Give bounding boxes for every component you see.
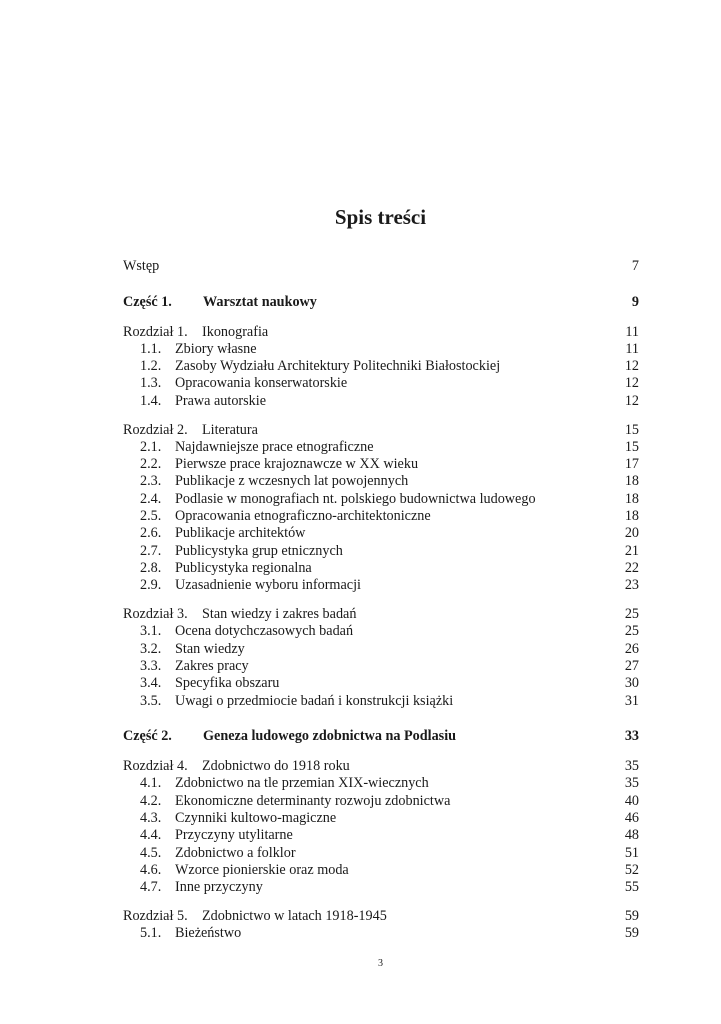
- toc-section[interactable]: [123, 525, 639, 542]
- toc-section-number: 4.6.: [140, 861, 162, 878]
- toc-section-number: 2.5.: [140, 508, 162, 525]
- toc-section-number: 4.1.: [140, 775, 162, 792]
- toc-part-label: Warsztat naukowy: [203, 293, 317, 310]
- toc-page-number: 21: [624, 542, 639, 559]
- toc-section-label: Uwagi o przedmiocie badań i konstrukcji książki: [175, 692, 454, 709]
- toc-page-number: 35: [624, 775, 639, 792]
- toc-section-number: 4.7.: [140, 879, 162, 896]
- toc-entry-label: Wstęp: [123, 258, 160, 274]
- toc-section[interactable]: [123, 577, 639, 594]
- toc-section[interactable]: [123, 439, 639, 456]
- toc-section[interactable]: [123, 341, 639, 358]
- toc-section[interactable]: [123, 358, 639, 375]
- toc-section-label: Najdawniejsze prace etnograficzne: [175, 438, 374, 455]
- toc-section[interactable]: [123, 827, 639, 844]
- toc-section-label: Zakres pracy: [175, 657, 249, 674]
- toc-section-number: 2.4.: [140, 490, 162, 507]
- toc-chapter-number: Rozdział 2.: [123, 421, 188, 438]
- toc-section-label: Specyfika obszaru: [175, 675, 280, 692]
- toc-section[interactable]: [123, 560, 639, 577]
- toc-chapter-number: Rozdział 1.: [123, 323, 188, 340]
- toc-section-label: Ocena dotychczasowych badań: [175, 623, 354, 640]
- toc-section[interactable]: [123, 810, 639, 827]
- page-title: Spis treści: [334, 205, 427, 229]
- toc-page-number: 18: [624, 473, 639, 490]
- toc-section-label: Zdobnictwo na tle przemian XIX-wiecznych: [175, 775, 429, 792]
- toc-section-label: Zasoby Wydziału Architektury Politechniki Białostockiej: [175, 358, 501, 375]
- toc-part-number: Część 1.: [123, 293, 172, 310]
- toc-section-label: Inne przyczyny: [175, 879, 263, 896]
- toc-chapter-label: Zdobnictwo do 1918 roku: [202, 758, 350, 775]
- toc-chapter-number: Rozdział 3.: [123, 606, 188, 623]
- toc-page-number: 27: [624, 657, 639, 674]
- toc-page-number: 23: [624, 577, 639, 594]
- toc-section[interactable]: [123, 793, 639, 810]
- toc-section-label: Publikacje z wczesnych lat powojennych: [175, 473, 409, 490]
- toc-page-number: 25: [624, 606, 639, 623]
- toc-page-number: 22: [624, 559, 639, 576]
- toc-part-2[interactable]: [123, 728, 639, 745]
- toc-section-number: 3.5.: [140, 692, 162, 709]
- toc-chapter-2[interactable]: [123, 422, 639, 439]
- toc-section-label: Prawa autorskie: [175, 392, 267, 409]
- toc-section[interactable]: [123, 775, 639, 792]
- toc-page-number: 15: [624, 421, 639, 438]
- toc-section[interactable]: [123, 862, 639, 879]
- toc-page-number: 31: [624, 692, 639, 709]
- toc-section-number: 2.9.: [140, 577, 162, 594]
- toc-section[interactable]: [123, 473, 639, 490]
- toc-page-number: 26: [624, 640, 639, 657]
- toc-section[interactable]: [123, 623, 639, 640]
- toc-section-number: 5.1.: [140, 925, 162, 942]
- toc-page-number: 20: [624, 525, 639, 542]
- table-of-contents: [123, 258, 639, 943]
- toc-section-number: 1.3.: [140, 375, 162, 392]
- toc-section-label: Wzorce pionierskie oraz moda: [175, 861, 349, 878]
- toc-section[interactable]: [123, 375, 639, 392]
- toc-section-label: Czynniki kultowo-magiczne: [175, 810, 337, 827]
- toc-section-label: Zdobnictwo a folklor: [175, 844, 296, 861]
- toc-page-number: 48: [624, 827, 639, 844]
- toc-page-number: 11: [625, 323, 639, 340]
- toc-page-number: 33: [624, 728, 639, 745]
- toc-page-number: 52: [624, 861, 639, 878]
- toc-chapter-number: Rozdział 5.: [123, 908, 188, 924]
- toc-section-label: Podlasie w monografiach nt. polskiego budownictwa ludowego: [175, 490, 536, 507]
- toc-section[interactable]: [123, 508, 639, 525]
- toc-page-number: 25: [624, 623, 639, 640]
- toc-part-number: Część 2.: [123, 728, 172, 745]
- toc-page-number: 17: [624, 456, 639, 473]
- toc-page-number: 55: [624, 879, 639, 896]
- toc-section-label: Stan wiedzy: [175, 640, 245, 657]
- toc-page-number: 18: [624, 508, 639, 525]
- toc-section-label: Publicystyka regionalna: [175, 559, 312, 576]
- toc-page-number: 9: [631, 293, 639, 310]
- toc-section[interactable]: [123, 658, 639, 675]
- toc-section[interactable]: [123, 693, 639, 710]
- toc-chapter-label: Ikonografia: [202, 323, 269, 340]
- page-number: 3: [378, 958, 383, 969]
- toc-section-label: Publikacje architektów: [175, 525, 306, 542]
- toc-page-number: 15: [624, 438, 639, 455]
- toc-section-label: Uzasadnienie wyboru informacji: [175, 577, 361, 594]
- toc-chapter-3[interactable]: [123, 606, 639, 623]
- toc-section-label: Przyczyny utylitarne: [175, 827, 293, 844]
- toc-section-number: 4.3.: [140, 810, 162, 827]
- toc-section-label: Zbiory własne: [175, 340, 257, 357]
- toc-page-number: 35: [624, 758, 639, 775]
- toc-part-1[interactable]: [123, 294, 639, 311]
- toc-page-number: 12: [624, 375, 639, 392]
- toc-section[interactable]: [123, 845, 639, 862]
- toc-section-number: 2.2.: [140, 456, 162, 473]
- toc-section-label: Opracowania etnograficzno-architektoniczne: [175, 508, 431, 525]
- toc-section-number: 2.8.: [140, 559, 162, 576]
- toc-section[interactable]: [123, 641, 639, 658]
- toc-page-number: 30: [624, 675, 639, 692]
- toc-section[interactable]: [123, 491, 639, 508]
- toc-chapter-label: Stan wiedzy i zakres badań: [202, 606, 357, 623]
- toc-section-label: Bieżeństwo: [175, 925, 242, 942]
- toc-section[interactable]: [123, 543, 639, 560]
- toc-part-label: Geneza ludowego zdobnictwa na Podlasiu: [203, 728, 457, 745]
- toc-section-label: Pierwsze prace krajoznawcze w XX wieku: [175, 456, 419, 473]
- toc-chapter-label: Literatura: [202, 421, 258, 438]
- toc-section-number: 1.2.: [140, 358, 162, 375]
- toc-page-number: 59: [624, 908, 639, 924]
- toc-entry-intro[interactable]: [123, 258, 639, 275]
- toc-page-number: 12: [624, 358, 639, 375]
- toc-section[interactable]: [123, 675, 639, 692]
- toc-chapter-4[interactable]: [123, 758, 639, 775]
- toc-section[interactable]: [123, 925, 639, 942]
- toc-section-number: 1.1.: [140, 340, 162, 357]
- toc-section-number: 2.1.: [140, 438, 162, 455]
- toc-section[interactable]: [123, 879, 639, 896]
- toc-page-number: 11: [625, 340, 639, 357]
- toc-chapter-5[interactable]: [123, 908, 639, 925]
- toc-chapter-label: Zdobnictwo w latach 1918-1945: [202, 908, 387, 924]
- toc-page-number: 40: [624, 792, 639, 809]
- toc-section-label: Ekonomiczne determinanty rozwoju zdobnictwa: [175, 792, 451, 809]
- toc-section-number: 2.3.: [140, 473, 162, 490]
- toc-section-number: 3.4.: [140, 675, 162, 692]
- toc-section-number: 1.4.: [140, 392, 162, 409]
- toc-section[interactable]: [123, 393, 639, 410]
- toc-section-number: 3.3.: [140, 657, 162, 674]
- toc-page-number: 51: [624, 844, 639, 861]
- toc-page-number: 18: [624, 490, 639, 507]
- toc-section[interactable]: [123, 456, 639, 473]
- toc-section-number: 2.7.: [140, 542, 162, 559]
- toc-page-number: 12: [624, 392, 639, 409]
- toc-section-number: 3.2.: [140, 640, 162, 657]
- toc-section-number: 4.4.: [140, 827, 162, 844]
- toc-chapter-1[interactable]: [123, 324, 639, 341]
- toc-section-number: 4.5.: [140, 844, 162, 861]
- toc-page-number: 46: [624, 810, 639, 827]
- toc-section-number: 2.6.: [140, 525, 162, 542]
- toc-section-number: 4.2.: [140, 792, 162, 809]
- toc-section-number: 3.1.: [140, 623, 162, 640]
- toc-page-number: 59: [624, 925, 639, 942]
- toc-chapter-number: Rozdział 4.: [123, 758, 188, 775]
- toc-section-label: Publicystyka grup etnicznych: [175, 542, 343, 559]
- toc-page-number: 7: [631, 258, 639, 274]
- toc-section-label: Opracowania konserwatorskie: [175, 375, 348, 392]
